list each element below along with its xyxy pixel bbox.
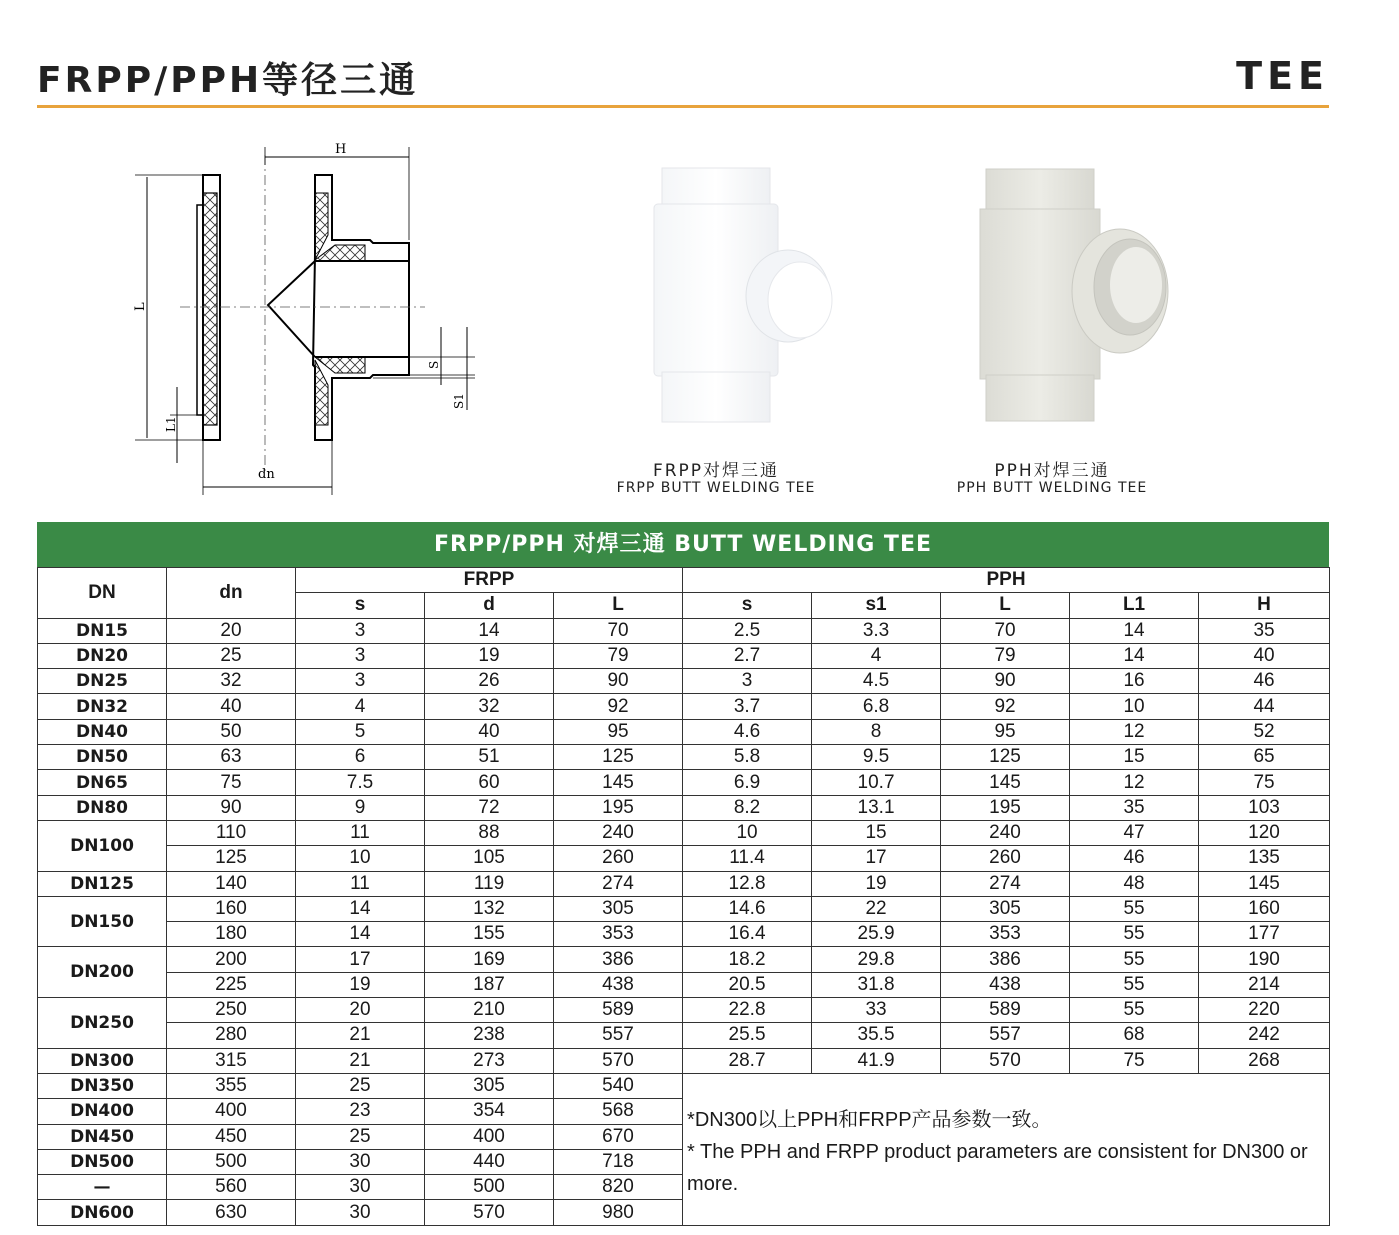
frpp-caption-cn: FRPP对焊三通 (652, 461, 780, 481)
dn-cell: DN200 (38, 947, 167, 998)
value-cell: 238 (425, 1023, 554, 1048)
value-cell: 3.7 (683, 694, 812, 719)
value-cell: 8.2 (683, 795, 812, 820)
value-cell: 25 (296, 1073, 425, 1098)
table-row (38, 795, 1330, 820)
value-cell: 980 (554, 1200, 683, 1225)
value-cell: 35 (1199, 618, 1330, 643)
value-cell: 354 (425, 1099, 554, 1124)
header-divider (37, 105, 1329, 108)
spec-table-container (37, 522, 1329, 1226)
value-cell: 280 (167, 1023, 296, 1048)
header-pph-s: s (683, 593, 812, 618)
header-pph-l: L (941, 593, 1070, 618)
value-cell: 95 (554, 719, 683, 744)
dn-cell: DN50 (38, 745, 167, 770)
value-cell: 92 (941, 694, 1070, 719)
value-cell: 20 (167, 618, 296, 643)
dn-cell: DN400 (38, 1099, 167, 1124)
dn-cell: DN500 (38, 1149, 167, 1174)
value-cell: 30 (296, 1175, 425, 1200)
value-cell: 155 (425, 922, 554, 947)
value-cell: 55 (1070, 922, 1199, 947)
value-cell: 5.8 (683, 745, 812, 770)
value-cell: 250 (167, 998, 296, 1023)
value-cell: 400 (167, 1099, 296, 1124)
value-cell: 51 (425, 745, 554, 770)
dn-cell: — (38, 1175, 167, 1200)
header-pph-l1: L1 (1070, 593, 1199, 618)
value-cell: 557 (941, 1023, 1070, 1048)
table-row (38, 643, 1330, 668)
table-row (38, 972, 1330, 997)
value-cell: 75 (167, 770, 296, 795)
value-cell: 75 (1199, 770, 1330, 795)
value-cell: 560 (167, 1175, 296, 1200)
dn-cell: DN40 (38, 719, 167, 744)
dim-label-s1: S1 (452, 393, 466, 409)
dn-cell: DN20 (38, 643, 167, 668)
value-cell: 17 (812, 846, 941, 871)
table-title: FRPP/PPH 对焊三通 BUTT WELDING TEE (37, 522, 1329, 567)
value-cell: 210 (425, 998, 554, 1023)
value-cell: 305 (941, 896, 1070, 921)
value-cell: 16.4 (683, 922, 812, 947)
value-cell: 70 (554, 618, 683, 643)
header-dn: DN (38, 568, 167, 619)
value-cell: 110 (167, 820, 296, 845)
value-cell: 195 (941, 795, 1070, 820)
value-cell: 7.5 (296, 770, 425, 795)
value-cell: 260 (941, 846, 1070, 871)
value-cell: 240 (554, 820, 683, 845)
value-cell: 315 (167, 1048, 296, 1073)
value-cell: 119 (425, 871, 554, 896)
table-row (38, 1073, 1330, 1098)
value-cell: 10 (683, 820, 812, 845)
value-cell: 450 (167, 1124, 296, 1149)
value-cell: 240 (941, 820, 1070, 845)
value-cell: 90 (167, 795, 296, 820)
value-cell: 540 (554, 1073, 683, 1098)
value-cell: 6 (296, 745, 425, 770)
header-frpp: FRPP (296, 568, 683, 593)
dn-cell: DN150 (38, 896, 167, 947)
page-title-en: TEE (1236, 54, 1329, 98)
value-cell: 25.5 (683, 1023, 812, 1048)
value-cell: 79 (554, 643, 683, 668)
value-cell: 220 (1199, 998, 1330, 1023)
dim-label-s: S (427, 360, 441, 369)
table-row (38, 694, 1330, 719)
value-cell: 125 (941, 745, 1070, 770)
value-cell: 177 (1199, 922, 1330, 947)
value-cell: 41.9 (812, 1048, 941, 1073)
value-cell: 305 (554, 896, 683, 921)
value-cell: 63 (167, 745, 296, 770)
table-row (38, 618, 1330, 643)
value-cell: 169 (425, 947, 554, 972)
value-cell: 23 (296, 1099, 425, 1124)
header-pph: PPH (683, 568, 1330, 593)
value-cell: 26 (425, 669, 554, 694)
value-cell: 570 (425, 1200, 554, 1225)
value-cell: 438 (554, 972, 683, 997)
pph-tee-photo (970, 165, 1180, 425)
value-cell: 9 (296, 795, 425, 820)
value-cell: 12.8 (683, 871, 812, 896)
value-cell: 630 (167, 1200, 296, 1225)
value-cell: 4.5 (812, 669, 941, 694)
value-cell: 570 (554, 1048, 683, 1073)
value-cell: 195 (554, 795, 683, 820)
frpp-caption-en: FRPP BUTT WELDING TEE (616, 480, 816, 496)
value-cell: 52 (1199, 719, 1330, 744)
value-cell: 90 (941, 669, 1070, 694)
value-cell: 20.5 (683, 972, 812, 997)
value-cell: 19 (812, 871, 941, 896)
value-cell: 88 (425, 820, 554, 845)
value-cell: 55 (1070, 896, 1199, 921)
value-cell: 242 (1199, 1023, 1330, 1048)
value-cell: 120 (1199, 820, 1330, 845)
value-cell: 589 (554, 998, 683, 1023)
value-cell: 60 (425, 770, 554, 795)
value-cell: 25 (296, 1124, 425, 1149)
table-row (38, 998, 1330, 1023)
value-cell: 125 (554, 745, 683, 770)
pph-caption-en: PPH BUTT WELDING TEE (956, 480, 1148, 496)
value-cell: 48 (1070, 871, 1199, 896)
value-cell: 440 (425, 1149, 554, 1174)
value-cell: 40 (167, 694, 296, 719)
value-cell: 20 (296, 998, 425, 1023)
page-title: FRPP/PPH等径三通 (37, 60, 419, 101)
value-cell: 160 (1199, 896, 1330, 921)
dn-cell: DN450 (38, 1124, 167, 1149)
value-cell: 225 (167, 972, 296, 997)
value-cell: 2.5 (683, 618, 812, 643)
value-cell: 4 (296, 694, 425, 719)
value-cell: 273 (425, 1048, 554, 1073)
value-cell: 32 (425, 694, 554, 719)
value-cell: 200 (167, 947, 296, 972)
value-cell: 40 (1199, 643, 1330, 668)
table-row (38, 820, 1330, 845)
value-cell: 9.5 (812, 745, 941, 770)
value-cell: 3 (296, 669, 425, 694)
value-cell: 15 (812, 820, 941, 845)
value-cell: 79 (941, 643, 1070, 668)
frpp-tee-photo (640, 160, 840, 430)
value-cell: 8 (812, 719, 941, 744)
value-cell: 14.6 (683, 896, 812, 921)
dn-cell: DN80 (38, 795, 167, 820)
value-cell: 145 (1199, 871, 1330, 896)
value-cell: 5 (296, 719, 425, 744)
tee-technical-drawing (125, 135, 495, 500)
value-cell: 30 (296, 1149, 425, 1174)
value-cell: 13.1 (812, 795, 941, 820)
header-frpp-d: d (425, 593, 554, 618)
value-cell: 140 (167, 871, 296, 896)
value-cell: 46 (1070, 846, 1199, 871)
value-cell: 260 (554, 846, 683, 871)
value-cell: 55 (1070, 972, 1199, 997)
value-cell: 3 (296, 618, 425, 643)
value-cell: 589 (941, 998, 1070, 1023)
value-cell: 500 (167, 1149, 296, 1174)
value-cell: 500 (425, 1175, 554, 1200)
value-cell: 14 (1070, 643, 1199, 668)
table-row (38, 669, 1330, 694)
value-cell: 125 (167, 846, 296, 871)
value-cell: 3.3 (812, 618, 941, 643)
value-cell: 30 (296, 1200, 425, 1225)
header-frpp-l: L (554, 593, 683, 618)
dn-cell: DN100 (38, 820, 167, 871)
value-cell: 46 (1199, 669, 1330, 694)
value-cell: 55 (1070, 998, 1199, 1023)
value-cell: 386 (941, 947, 1070, 972)
value-cell: 187 (425, 972, 554, 997)
dn-cell: DN65 (38, 770, 167, 795)
value-cell: 22.8 (683, 998, 812, 1023)
value-cell: 11 (296, 820, 425, 845)
value-cell: 353 (941, 922, 1070, 947)
value-cell: 400 (425, 1124, 554, 1149)
header-frpp-s: s (296, 593, 425, 618)
table-row (38, 719, 1330, 744)
value-cell: 14 (296, 896, 425, 921)
value-cell: 6.9 (683, 770, 812, 795)
value-cell: 35.5 (812, 1023, 941, 1048)
spec-table (37, 567, 1330, 1226)
dn-cell: DN25 (38, 669, 167, 694)
table-note (683, 1073, 1330, 1225)
table-row (38, 745, 1330, 770)
table-row (38, 922, 1330, 947)
value-cell: 17 (296, 947, 425, 972)
value-cell: 274 (554, 871, 683, 896)
value-cell: 718 (554, 1149, 683, 1174)
dn-cell: DN125 (38, 871, 167, 896)
value-cell: 95 (941, 719, 1070, 744)
value-cell: 10 (296, 846, 425, 871)
value-cell: 29.8 (812, 947, 941, 972)
value-cell: 145 (941, 770, 1070, 795)
value-cell: 820 (554, 1175, 683, 1200)
value-cell: 32 (167, 669, 296, 694)
table-row (38, 846, 1330, 871)
value-cell: 3 (296, 643, 425, 668)
value-cell: 11.4 (683, 846, 812, 871)
value-cell: 386 (554, 947, 683, 972)
value-cell: 21 (296, 1023, 425, 1048)
value-cell: 12 (1070, 719, 1199, 744)
value-cell: 25 (167, 643, 296, 668)
value-cell: 10 (1070, 694, 1199, 719)
value-cell: 355 (167, 1073, 296, 1098)
dn-cell: DN350 (38, 1073, 167, 1098)
value-cell: 28.7 (683, 1048, 812, 1073)
value-cell: 14 (296, 922, 425, 947)
value-cell: 44 (1199, 694, 1330, 719)
value-cell: 438 (941, 972, 1070, 997)
value-cell: 180 (167, 922, 296, 947)
value-cell: 19 (425, 643, 554, 668)
note-en: * The PPH and FRPP product parameters are consistent for DN300 or more. (687, 1140, 1308, 1195)
value-cell: 25.9 (812, 922, 941, 947)
dn-cell: DN32 (38, 694, 167, 719)
value-cell: 31.8 (812, 972, 941, 997)
value-cell: 557 (554, 1023, 683, 1048)
table-row (38, 871, 1330, 896)
value-cell: 274 (941, 871, 1070, 896)
value-cell: 6.8 (812, 694, 941, 719)
value-cell: 2.7 (683, 643, 812, 668)
value-cell: 3 (683, 669, 812, 694)
spec-table-body (38, 618, 1330, 1225)
table-row (38, 1023, 1330, 1048)
dim-label-h: H (335, 142, 347, 157)
note-cn: *DN300以上PPH和FRPP产品参数一致。 (687, 1108, 1052, 1131)
value-cell: 353 (554, 922, 683, 947)
value-cell: 75 (1070, 1048, 1199, 1073)
value-cell: 18.2 (683, 947, 812, 972)
dim-label-l1: L1 (164, 416, 178, 432)
value-cell: 72 (425, 795, 554, 820)
value-cell: 92 (554, 694, 683, 719)
value-cell: 19 (296, 972, 425, 997)
value-cell: 35 (1070, 795, 1199, 820)
value-cell: 103 (1199, 795, 1330, 820)
value-cell: 65 (1199, 745, 1330, 770)
value-cell: 105 (425, 846, 554, 871)
value-cell: 4 (812, 643, 941, 668)
header-dn-small: dn (167, 568, 296, 619)
value-cell: 132 (425, 896, 554, 921)
header-pph-h: H (1199, 593, 1330, 618)
value-cell: 40 (425, 719, 554, 744)
value-cell: 268 (1199, 1048, 1330, 1073)
value-cell: 55 (1070, 947, 1199, 972)
value-cell: 14 (1070, 618, 1199, 643)
value-cell: 190 (1199, 947, 1330, 972)
dim-label-dn: dn (258, 467, 275, 482)
table-row (38, 1048, 1330, 1073)
dn-cell: DN250 (38, 998, 167, 1049)
value-cell: 22 (812, 896, 941, 921)
value-cell: 145 (554, 770, 683, 795)
table-row (38, 947, 1330, 972)
value-cell: 160 (167, 896, 296, 921)
value-cell: 50 (167, 719, 296, 744)
value-cell: 4.6 (683, 719, 812, 744)
dn-cell: DN15 (38, 618, 167, 643)
pph-caption-cn: PPH对焊三通 (994, 461, 1110, 481)
value-cell: 11 (296, 871, 425, 896)
value-cell: 47 (1070, 820, 1199, 845)
value-cell: 568 (554, 1099, 683, 1124)
dn-cell: DN600 (38, 1200, 167, 1225)
dn-cell: DN300 (38, 1048, 167, 1073)
value-cell: 21 (296, 1048, 425, 1073)
value-cell: 16 (1070, 669, 1199, 694)
value-cell: 90 (554, 669, 683, 694)
header-pph-s1: s1 (812, 593, 941, 618)
value-cell: 214 (1199, 972, 1330, 997)
dim-label-l: L (133, 302, 148, 311)
value-cell: 670 (554, 1124, 683, 1149)
value-cell: 15 (1070, 745, 1199, 770)
table-row (38, 770, 1330, 795)
value-cell: 14 (425, 618, 554, 643)
value-cell: 70 (941, 618, 1070, 643)
value-cell: 33 (812, 998, 941, 1023)
value-cell: 305 (425, 1073, 554, 1098)
value-cell: 570 (941, 1048, 1070, 1073)
value-cell: 12 (1070, 770, 1199, 795)
value-cell: 135 (1199, 846, 1330, 871)
value-cell: 10.7 (812, 770, 941, 795)
table-row (38, 896, 1330, 921)
value-cell: 68 (1070, 1023, 1199, 1048)
